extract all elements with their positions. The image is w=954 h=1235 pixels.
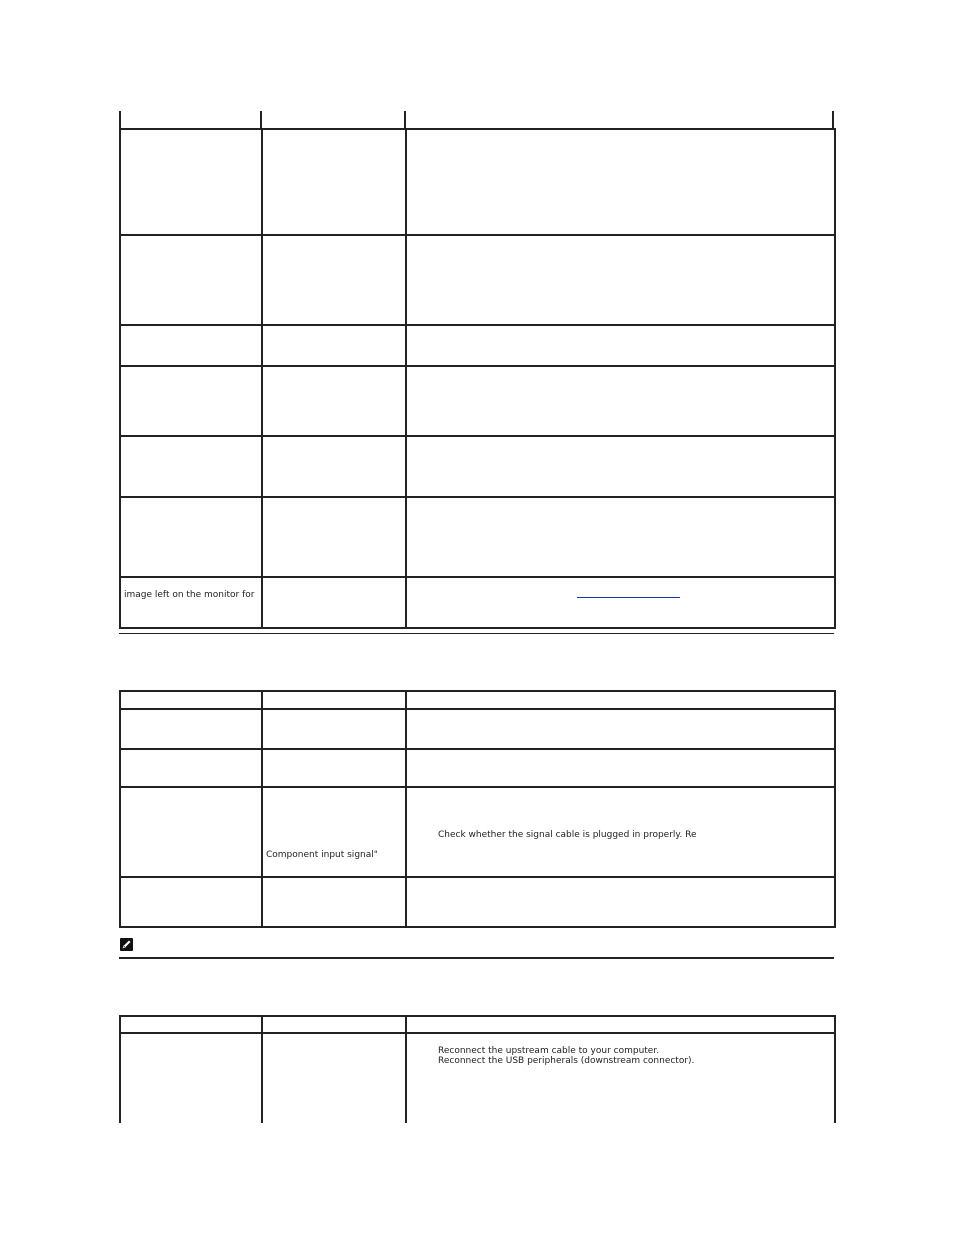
table-row <box>120 749 835 787</box>
section-divider <box>119 957 834 959</box>
table-cell <box>262 1033 406 1123</box>
table-header-row <box>120 1016 835 1033</box>
table-cell <box>262 129 406 235</box>
troubleshooting-table-1 <box>119 128 836 629</box>
cell-text-line: Reconnect the upstream cable to your computer. <box>438 1046 660 1056</box>
note-pencil-icon <box>120 938 133 951</box>
table-cell <box>406 497 835 577</box>
table-cell <box>120 1033 262 1123</box>
table-cell <box>262 235 406 325</box>
table-row <box>120 325 835 366</box>
table-row <box>120 877 835 927</box>
table-cell <box>262 877 406 927</box>
table-cell <box>406 709 835 749</box>
table-cell <box>406 577 835 628</box>
table-row <box>120 497 835 577</box>
table-row <box>120 1033 835 1123</box>
table-cell <box>262 325 406 366</box>
table-cell <box>120 749 262 787</box>
table-cell <box>406 325 835 366</box>
table-cell <box>406 877 835 927</box>
cell-text: Check whether the signal cable is plugged in properly. Re <box>438 830 697 840</box>
table-cell <box>120 1016 262 1033</box>
top-open-borders <box>119 111 834 129</box>
table-cell <box>262 709 406 749</box>
table-row <box>120 436 835 497</box>
table-cell <box>120 436 262 497</box>
table-row <box>120 129 835 235</box>
table-cell <box>120 129 262 235</box>
table-row <box>120 366 835 436</box>
table-cell <box>120 691 262 709</box>
table-row <box>120 235 835 325</box>
table-row <box>120 577 835 628</box>
table-cell <box>262 366 406 436</box>
support-link[interactable] <box>577 589 680 599</box>
table-row <box>120 709 835 749</box>
table-cell <box>406 235 835 325</box>
table-cell <box>406 1033 835 1123</box>
table-cell <box>120 497 262 577</box>
table-cell <box>406 1016 835 1033</box>
table-cell <box>406 749 835 787</box>
table-cell <box>120 709 262 749</box>
table-cell <box>262 1016 406 1033</box>
table-cell <box>262 436 406 497</box>
table-cell <box>262 577 406 628</box>
table-cell <box>406 691 835 709</box>
table-cell <box>120 787 262 877</box>
table-cell <box>406 129 835 235</box>
table-cell <box>406 436 835 497</box>
table-row <box>120 787 835 877</box>
table-cell <box>120 235 262 325</box>
table-cell <box>120 877 262 927</box>
cell-text-line: Reconnect the USB peripherals (downstream connector). <box>438 1056 695 1066</box>
table-cell <box>406 787 835 877</box>
table-cell <box>120 366 262 436</box>
table-cell <box>120 325 262 366</box>
section-divider <box>119 633 834 634</box>
troubleshooting-table-2 <box>119 690 836 928</box>
table-cell <box>120 577 262 628</box>
table-cell <box>262 787 406 877</box>
table-header-row <box>120 691 835 709</box>
cell-text: Component input signal" <box>266 850 378 860</box>
table-cell <box>262 749 406 787</box>
table-cell <box>406 366 835 436</box>
cell-text: image left on the monitor for <box>124 590 255 600</box>
table-cell <box>262 691 406 709</box>
table-cell <box>262 497 406 577</box>
troubleshooting-table-3 <box>119 1015 836 1123</box>
